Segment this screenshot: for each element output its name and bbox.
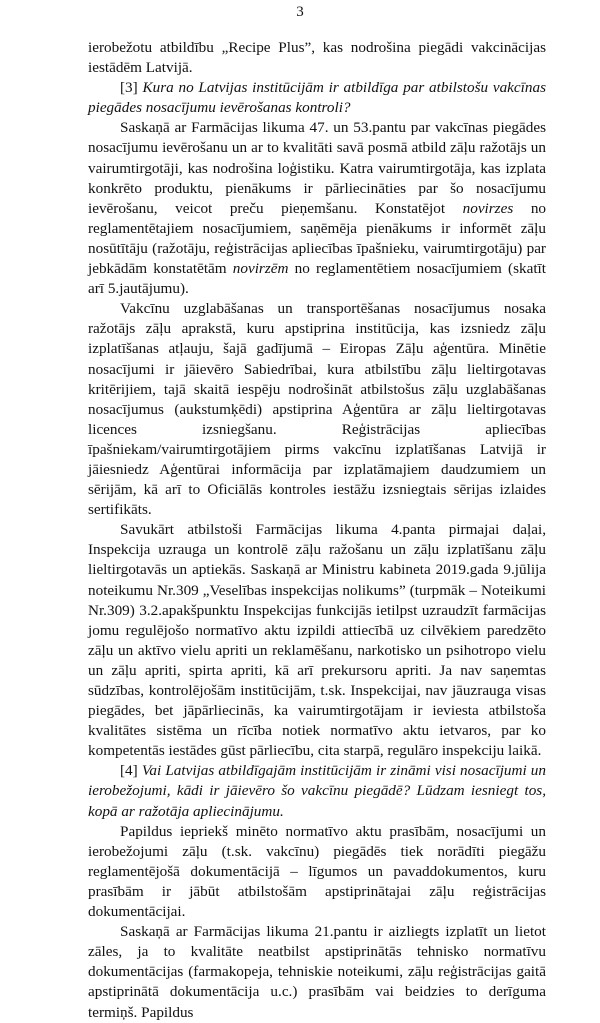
- answer-3-paragraph-3: [88, 520, 546, 761]
- emphasis-term: novirzēm: [232, 260, 289, 278]
- paragraph-continuation: [88, 38, 546, 78]
- paragraph-text: Saskaņā ar Farmācijas likuma 47. un 53.pantu par vakcīnas piegādes nosacījumu ievērošanu un ar to kvalitāti savā posmā atbild zāļu ražotājs un vairumtirgotāji, kas nodrošina loģistiku. Katra vairumtirgotāja, kas izplata konkrēto produktu, pienākums ir pārliecināties par šo nosacījumu ievērošanu, veicot preču pieņemšanu. Konstatējot: [88, 119, 546, 217]
- question-text: Kura no Latvijas institūcijām ir atbildīga par atbilstošu vakcīnas piegādes nosacījumu ievērošanas kontroli?: [88, 79, 546, 117]
- paragraph-text: ierobežotu atbildību „Recipe Plus”, kas nodrošina piegādi vakcinācijas iestādēm Latvijā.: [88, 39, 546, 77]
- page-number: 3: [296, 4, 304, 20]
- paragraph-text: no reglamentētajiem nosacījumiem, saņēmēja pienākums ir informēt zāļu nosūtītāju (ražotāju, reģistrācijas apliecības īpašnieku, vairumtirgotāju) par jebkādām konstatētām: [88, 199, 547, 278]
- question-4: [88, 761, 546, 821]
- answer-3-paragraph-1: [88, 118, 546, 299]
- question-number: [3]: [120, 79, 143, 97]
- paragraph-text: Papildus iepriekš minēto normatīvo aktu prasībām, nosacījumi un ierobežojumi zāļu (t.sk. vakcīnu) piegādēs tiek norādīti piegāžu reglamentējošā dokumentācijā – līgumos un pavaddokumentos, kuru prasībām ir jābūt atbilstošām apstiprinātajai zāļu reģistrācijas dokumentācijai.: [88, 822, 546, 921]
- paragraph-text: Vakcīnu uzglabāšanas un transportēšanas nosacījumus nosaka ražotājs zāļu aprakstā, kuru apstiprina institūcija, kas izsniedz zāļu izplatīšanas atļauju, šajā gadījumā – Eiropas Zāļu aģentūra. Minētie nosacījumi ir jāievēro Sabiedrībai, kura atbilstību zāļu lieltirgotavas kritērijiem, tajā skaitā iespēju nodrošināt atbilstošus zāļu uzglabāšanas nosacījumus (aukstumķēdi) apstiprina Aģentūra ar zāļu lieltirgotavas licences izsniegšanu. Reģistrācijas apliecības īpašniekam/vairumtirgotājiem pirms vakcīnu izplatīšanas Latvijā ir jāiesniedz Aģentūrai informācija par izplatāmajiem daudzumiem un sērijām, kā arī to Oficiālās kontroles iestāžu izsniegtais sērijas izlaides sertifikāts.: [88, 300, 546, 519]
- question-text: Vai Latvijas atbildīgajām institūcijām ir zināmi visi nosacījumi un ierobežojumi, kādi ir jāievēro šo vakcīnu piegādē? Lūdzam iesniegt tos, kopā ar ražotāja apliecinājumu.: [88, 762, 546, 820]
- question-number: [4]: [120, 762, 142, 780]
- emphasis-term: novirzes: [462, 199, 514, 217]
- paragraph-text: Saskaņā ar Farmācijas likuma 21.pantu ir aizliegts izplatīt un lietot zāles, ja to kvalitāte neatbilst apstiprinātās tehnisko normatīvu dokumentācijas (farmakopeja, tehniskie noteikumi, zāļu reģistrācijas gaitā apstiprinātā dokumentācija u.c.) prasībām vai beidzies to derīguma termiņš. Papildus: [88, 923, 546, 1021]
- answer-4-paragraph-2: [88, 922, 546, 1022]
- answer-3-paragraph-2: [88, 299, 546, 520]
- document-body: [88, 38, 546, 1023]
- paragraph-text: Savukārt atbilstoši Farmācijas likuma 4.panta pirmajai daļai, Inspekcija uzrauga un kontrolē zāļu ražošanu un zāļu izplatīšanu zāļu lieltirgotavās un aptiekās. Saskaņā ar Ministru kabineta 2019.gada 9.jūlija noteikumu Nr.309 „Veselības inspekcijas nolikums” (turpmāk – Noteikumi Nr.309) 3.2.apakšpunktu Inspekcijas funkcijās ietilpst uzraudzīt farmācijas jomu regulējošo normatīvo aktu izpildi attiecībā uz cilvēkiem paredzēto zāļu un aktīvo vielu apriti un reklamēšanu, narkotisko un psihotropo vielu un zāļu apriti, spirta apriti, kā arī prekursoru apriti. Ja nav saņemtas sūdzības, kontrolējošām institūcijām, t.sk. Inspekcijai, nav jāuzrauga visas piegādes, bet jāpārliecinās, ka vairumtirgotājam ir ieviesta atbilstoša kvalitātes sistēma un rīcība notiek normatīvo aktu ietvaros, par ko kompetentās iestādes gūst pārliecību, cita starpā, regulāro inspekciju laikā.: [88, 521, 546, 760]
- paragraph-text: no reglamentētiem nosacījumiem (skatīt arī 5.jautājumu).: [88, 260, 546, 298]
- answer-4-paragraph-1: [88, 822, 546, 922]
- question-3: [88, 78, 546, 118]
